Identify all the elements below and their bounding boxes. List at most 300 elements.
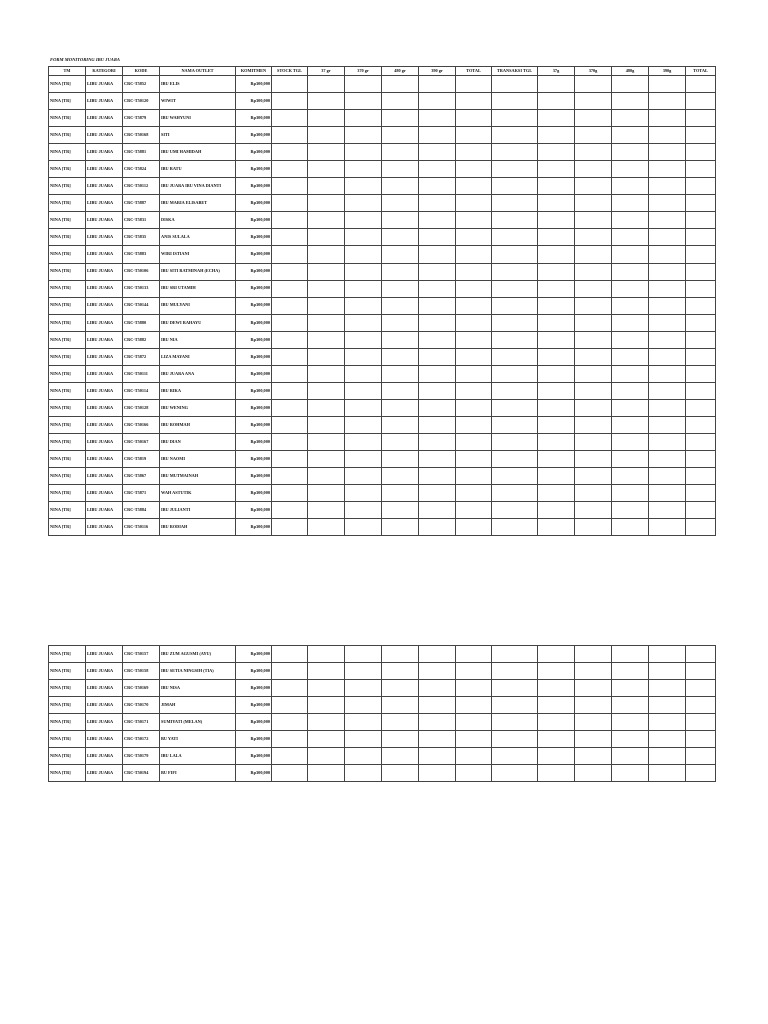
- empty-cell: [345, 697, 382, 714]
- empty-cell: [538, 765, 575, 782]
- empty-cell: [308, 229, 345, 246]
- empty-cell: [456, 731, 492, 748]
- empty-cell: [492, 399, 538, 416]
- empty-cell: [456, 382, 492, 399]
- empty-cell: [419, 714, 456, 731]
- empty-cell: [456, 76, 492, 93]
- empty-cell: [382, 212, 419, 229]
- empty-cell: [492, 365, 538, 382]
- outlet-name-cell: IBU JUARA ANA: [160, 365, 236, 382]
- empty-cell: [419, 314, 456, 331]
- table-row: [49, 714, 716, 731]
- empty-cell: [538, 646, 575, 663]
- outlet-name-cell: IBU JUARA IBU VINA DIANTI: [160, 178, 236, 195]
- empty-cell: [419, 297, 456, 314]
- kategori-cell: LIBU JUARA: [86, 93, 123, 110]
- empty-cell: [382, 348, 419, 365]
- table-row: [49, 195, 716, 212]
- table-row: [49, 212, 716, 229]
- table-row: [49, 348, 716, 365]
- empty-cell: [272, 297, 308, 314]
- empty-cell: [456, 280, 492, 297]
- empty-cell: [272, 314, 308, 331]
- komitmen-cell: Rp300,000: [236, 765, 272, 782]
- empty-cell: [345, 382, 382, 399]
- tm-cell: NINA [TR]: [49, 280, 86, 297]
- empty-cell: [419, 663, 456, 680]
- kode-cell: CRC-T50114: [123, 382, 160, 399]
- table-row: [49, 433, 716, 450]
- table-row: [49, 748, 716, 765]
- tm-cell: NINA [TR]: [49, 731, 86, 748]
- tm-cell: NINA [TR]: [49, 195, 86, 212]
- tm-cell: NINA [TR]: [49, 748, 86, 765]
- empty-cell: [492, 646, 538, 663]
- komitmen-cell: Rp300,000: [236, 178, 272, 195]
- empty-cell: [382, 451, 419, 468]
- table-row: [49, 246, 716, 263]
- outlet-name-cell: DISKA: [160, 212, 236, 229]
- outlet-name-cell: IBU MUTMAINAH: [160, 468, 236, 485]
- empty-cell: [538, 502, 575, 519]
- empty-cell: [686, 646, 716, 663]
- empty-cell: [382, 416, 419, 433]
- empty-cell: [686, 76, 716, 93]
- kategori-cell: LIBU JUARA: [86, 161, 123, 178]
- table-row: [49, 280, 716, 297]
- empty-cell: [649, 451, 686, 468]
- empty-cell: [612, 697, 649, 714]
- empty-cell: [456, 714, 492, 731]
- empty-cell: [612, 229, 649, 246]
- empty-cell: [308, 502, 345, 519]
- empty-cell: [649, 663, 686, 680]
- empty-cell: [272, 229, 308, 246]
- tm-cell: NINA [TR]: [49, 314, 86, 331]
- kode-cell: CRC-T5884: [123, 502, 160, 519]
- empty-cell: [575, 765, 612, 782]
- empty-cell: [456, 246, 492, 263]
- komitmen-cell: Rp300,000: [236, 519, 272, 536]
- empty-cell: [419, 697, 456, 714]
- kode-cell: CRC-T50179: [123, 748, 160, 765]
- empty-cell: [492, 697, 538, 714]
- empty-cell: [419, 365, 456, 382]
- empty-cell: [612, 127, 649, 144]
- empty-cell: [382, 178, 419, 195]
- empty-cell: [492, 731, 538, 748]
- empty-cell: [345, 502, 382, 519]
- column-header: 390 gr: [419, 67, 456, 76]
- empty-cell: [272, 519, 308, 536]
- empty-cell: [575, 246, 612, 263]
- tm-cell: NINA [TR]: [49, 144, 86, 161]
- outlet-name-cell: IBU ROHMAH: [160, 416, 236, 433]
- empty-cell: [686, 416, 716, 433]
- empty-cell: [272, 161, 308, 178]
- table-row: [49, 110, 716, 127]
- table-row: [49, 646, 716, 663]
- empty-cell: [345, 433, 382, 450]
- kode-cell: CRC-T50166: [123, 416, 160, 433]
- empty-cell: [612, 246, 649, 263]
- empty-cell: [492, 519, 538, 536]
- tm-cell: NINA [TR]: [49, 110, 86, 127]
- outlet-name-cell: IBU MARIA ELISABET: [160, 195, 236, 212]
- empty-cell: [419, 731, 456, 748]
- komitmen-cell: Rp300,000: [236, 365, 272, 382]
- tm-cell: NINA [TR]: [49, 697, 86, 714]
- empty-cell: [456, 697, 492, 714]
- empty-cell: [575, 195, 612, 212]
- empty-cell: [575, 348, 612, 365]
- empty-cell: [308, 485, 345, 502]
- empty-cell: [272, 731, 308, 748]
- empty-cell: [345, 365, 382, 382]
- empty-cell: [686, 468, 716, 485]
- empty-cell: [612, 93, 649, 110]
- empty-cell: [492, 714, 538, 731]
- empty-cell: [456, 748, 492, 765]
- empty-cell: [575, 731, 612, 748]
- form-title: FORM MONITORING IBU JUARA: [50, 57, 120, 62]
- empty-cell: [649, 416, 686, 433]
- empty-cell: [649, 646, 686, 663]
- empty-cell: [575, 127, 612, 144]
- outlet-name-cell: IBU SRI UTAMIH: [160, 280, 236, 297]
- empty-cell: [649, 765, 686, 782]
- empty-cell: [382, 229, 419, 246]
- empty-cell: [382, 314, 419, 331]
- empty-cell: [492, 416, 538, 433]
- tm-cell: NINA [TR]: [49, 365, 86, 382]
- empty-cell: [686, 127, 716, 144]
- empty-cell: [419, 382, 456, 399]
- table-row: [49, 331, 716, 348]
- empty-cell: [456, 433, 492, 450]
- empty-cell: [686, 765, 716, 782]
- empty-cell: [382, 161, 419, 178]
- empty-cell: [382, 731, 419, 748]
- empty-cell: [272, 399, 308, 416]
- empty-cell: [612, 765, 649, 782]
- table-row: [49, 502, 716, 519]
- table-row: [49, 297, 716, 314]
- empty-cell: [345, 519, 382, 536]
- empty-cell: [345, 331, 382, 348]
- tm-cell: NINA [TR]: [49, 433, 86, 450]
- empty-cell: [419, 212, 456, 229]
- empty-cell: [686, 212, 716, 229]
- outlet-name-cell: IBU RODIAH: [160, 519, 236, 536]
- empty-cell: [382, 663, 419, 680]
- empty-cell: [456, 161, 492, 178]
- kategori-cell: LIBU JUARA: [86, 485, 123, 502]
- empty-cell: [575, 468, 612, 485]
- outlet-name-cell: IBU RATU: [160, 161, 236, 178]
- empty-cell: [538, 348, 575, 365]
- empty-cell: [456, 680, 492, 697]
- empty-cell: [419, 399, 456, 416]
- empty-cell: [538, 468, 575, 485]
- empty-cell: [492, 127, 538, 144]
- outlet-name-cell: IBU WENING: [160, 399, 236, 416]
- empty-cell: [345, 748, 382, 765]
- empty-cell: [649, 161, 686, 178]
- empty-cell: [575, 433, 612, 450]
- empty-cell: [345, 451, 382, 468]
- table-row: [49, 485, 716, 502]
- tm-cell: NINA [TR]: [49, 93, 86, 110]
- empty-cell: [492, 468, 538, 485]
- empty-cell: [345, 212, 382, 229]
- empty-cell: [382, 765, 419, 782]
- kategori-cell: LIBU JUARA: [86, 76, 123, 93]
- kategori-cell: LIBU JUARA: [86, 680, 123, 697]
- outlet-name-cell: WIWIT: [160, 93, 236, 110]
- tm-cell: NINA [TR]: [49, 646, 86, 663]
- komitmen-cell: Rp300,000: [236, 502, 272, 519]
- column-header: 480 gr: [382, 67, 419, 76]
- komitmen-cell: Rp300,000: [236, 697, 272, 714]
- komitmen-cell: Rp300,000: [236, 93, 272, 110]
- empty-cell: [575, 680, 612, 697]
- kategori-cell: LIBU JUARA: [86, 382, 123, 399]
- empty-cell: [456, 212, 492, 229]
- table-row: [49, 365, 716, 382]
- empty-cell: [456, 178, 492, 195]
- empty-cell: [538, 731, 575, 748]
- table-row: [49, 144, 716, 161]
- empty-cell: [538, 416, 575, 433]
- empty-cell: [308, 765, 345, 782]
- empty-cell: [345, 246, 382, 263]
- empty-cell: [575, 263, 612, 280]
- komitmen-cell: Rp300,000: [236, 144, 272, 161]
- empty-cell: [345, 229, 382, 246]
- empty-cell: [308, 212, 345, 229]
- empty-cell: [308, 297, 345, 314]
- empty-cell: [649, 93, 686, 110]
- empty-cell: [419, 646, 456, 663]
- empty-cell: [382, 263, 419, 280]
- tm-cell: NINA [TR]: [49, 485, 86, 502]
- kategori-cell: LIBU JUARA: [86, 646, 123, 663]
- empty-cell: [345, 314, 382, 331]
- table-row: [49, 314, 716, 331]
- empty-cell: [612, 297, 649, 314]
- empty-cell: [308, 663, 345, 680]
- komitmen-cell: Rp300,000: [236, 382, 272, 399]
- empty-cell: [575, 748, 612, 765]
- empty-cell: [382, 195, 419, 212]
- empty-cell: [575, 399, 612, 416]
- empty-cell: [649, 280, 686, 297]
- kategori-cell: LIBU JUARA: [86, 331, 123, 348]
- empty-cell: [686, 748, 716, 765]
- empty-cell: [686, 399, 716, 416]
- empty-cell: [419, 280, 456, 297]
- empty-cell: [419, 229, 456, 246]
- empty-cell: [538, 714, 575, 731]
- empty-cell: [492, 110, 538, 127]
- table-row: [49, 416, 716, 433]
- kode-cell: CRC-T5879: [123, 110, 160, 127]
- empty-cell: [272, 697, 308, 714]
- empty-cell: [538, 127, 575, 144]
- empty-cell: [649, 680, 686, 697]
- empty-cell: [456, 263, 492, 280]
- empty-cell: [686, 365, 716, 382]
- empty-cell: [382, 399, 419, 416]
- empty-cell: [382, 519, 419, 536]
- komitmen-cell: Rp300,000: [236, 433, 272, 450]
- kode-cell: CRC-T5867: [123, 468, 160, 485]
- empty-cell: [382, 280, 419, 297]
- empty-cell: [686, 144, 716, 161]
- kode-cell: CRC-T50172: [123, 731, 160, 748]
- outlet-name-cell: IBU NAOMI: [160, 451, 236, 468]
- table-row: [49, 731, 716, 748]
- empty-cell: [345, 144, 382, 161]
- empty-cell: [272, 485, 308, 502]
- empty-cell: [612, 646, 649, 663]
- empty-cell: [382, 331, 419, 348]
- empty-cell: [649, 433, 686, 450]
- kategori-cell: LIBU JUARA: [86, 416, 123, 433]
- empty-cell: [382, 748, 419, 765]
- empty-cell: [308, 451, 345, 468]
- tm-cell: NINA [TR]: [49, 399, 86, 416]
- empty-cell: [612, 331, 649, 348]
- komitmen-cell: Rp300,000: [236, 161, 272, 178]
- empty-cell: [382, 697, 419, 714]
- kode-cell: CRC-T50157: [123, 646, 160, 663]
- empty-cell: [686, 663, 716, 680]
- empty-cell: [345, 280, 382, 297]
- empty-cell: [382, 76, 419, 93]
- komitmen-cell: Rp300,000: [236, 663, 272, 680]
- empty-cell: [575, 485, 612, 502]
- empty-cell: [612, 485, 649, 502]
- kode-cell: CRC-T50120: [123, 93, 160, 110]
- empty-cell: [649, 178, 686, 195]
- empty-cell: [308, 714, 345, 731]
- empty-cell: [272, 663, 308, 680]
- empty-cell: [272, 468, 308, 485]
- outlet-name-cell: LIZA MAYANI: [160, 348, 236, 365]
- empty-cell: [686, 519, 716, 536]
- kategori-cell: LIBU JUARA: [86, 246, 123, 263]
- empty-cell: [419, 502, 456, 519]
- tm-cell: NINA [TR]: [49, 212, 86, 229]
- empty-cell: [538, 280, 575, 297]
- empty-cell: [575, 502, 612, 519]
- empty-cell: [456, 416, 492, 433]
- empty-cell: [272, 76, 308, 93]
- outlet-name-cell: IBU ELIS: [160, 76, 236, 93]
- komitmen-cell: Rp300,000: [236, 348, 272, 365]
- empty-cell: [686, 280, 716, 297]
- empty-cell: [345, 93, 382, 110]
- empty-cell: [686, 110, 716, 127]
- table-row: [49, 76, 716, 93]
- empty-cell: [686, 263, 716, 280]
- empty-cell: [538, 697, 575, 714]
- empty-cell: [308, 280, 345, 297]
- table-row: [49, 519, 716, 536]
- empty-cell: [382, 485, 419, 502]
- empty-cell: [686, 697, 716, 714]
- empty-cell: [382, 714, 419, 731]
- outlet-name-cell: IBU DIAN: [160, 433, 236, 450]
- empty-cell: [575, 280, 612, 297]
- empty-cell: [345, 399, 382, 416]
- tm-cell: NINA [TR]: [49, 178, 86, 195]
- empty-cell: [492, 748, 538, 765]
- empty-cell: [538, 680, 575, 697]
- komitmen-cell: Rp300,000: [236, 416, 272, 433]
- empty-cell: [492, 76, 538, 93]
- column-header: TOTAL: [456, 67, 492, 76]
- kategori-cell: LIBU JUARA: [86, 127, 123, 144]
- empty-cell: [382, 382, 419, 399]
- empty-cell: [345, 110, 382, 127]
- empty-cell: [456, 485, 492, 502]
- empty-cell: [456, 646, 492, 663]
- empty-cell: [419, 451, 456, 468]
- empty-cell: [649, 731, 686, 748]
- outlet-name-cell: WAH ASTUTIK: [160, 485, 236, 502]
- kode-cell: CRC-T50106: [123, 263, 160, 280]
- tm-cell: NINA [TR]: [49, 502, 86, 519]
- empty-cell: [649, 348, 686, 365]
- empty-cell: [308, 161, 345, 178]
- empty-cell: [686, 485, 716, 502]
- empty-cell: [419, 485, 456, 502]
- empty-cell: [575, 416, 612, 433]
- empty-cell: [612, 314, 649, 331]
- tm-cell: NINA [TR]: [49, 382, 86, 399]
- empty-cell: [686, 433, 716, 450]
- tm-cell: NINA [TR]: [49, 468, 86, 485]
- empty-cell: [686, 451, 716, 468]
- empty-cell: [612, 748, 649, 765]
- kode-cell: CRC-T50144: [123, 297, 160, 314]
- empty-cell: [272, 646, 308, 663]
- empty-cell: [308, 468, 345, 485]
- empty-cell: [308, 365, 345, 382]
- empty-cell: [649, 110, 686, 127]
- kategori-cell: LIBU JUARA: [86, 765, 123, 782]
- empty-cell: [538, 365, 575, 382]
- table-row: [49, 178, 716, 195]
- empty-cell: [272, 416, 308, 433]
- kode-cell: CRC-T50116: [123, 519, 160, 536]
- komitmen-cell: Rp300,000: [236, 212, 272, 229]
- empty-cell: [456, 365, 492, 382]
- empty-cell: [492, 280, 538, 297]
- empty-cell: [538, 76, 575, 93]
- empty-cell: [686, 714, 716, 731]
- empty-cell: [456, 348, 492, 365]
- empty-cell: [345, 731, 382, 748]
- tm-cell: NINA [TR]: [49, 451, 86, 468]
- empty-cell: [649, 697, 686, 714]
- tm-cell: NINA [TR]: [49, 76, 86, 93]
- empty-cell: [345, 714, 382, 731]
- column-header: 390g: [649, 67, 686, 76]
